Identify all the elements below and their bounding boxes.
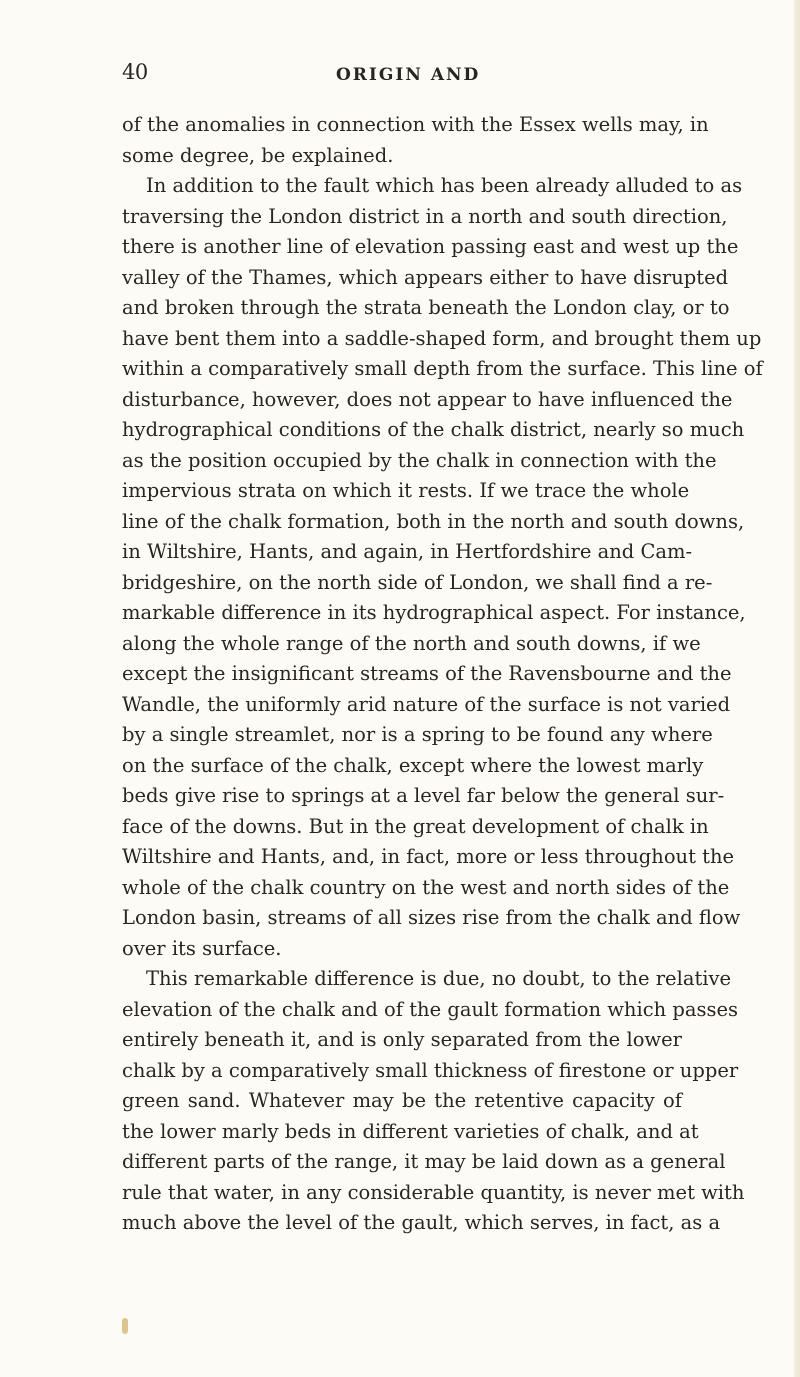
text-line: over its surface. bbox=[122, 936, 282, 960]
running-head: ORIGIN AND bbox=[336, 65, 481, 85]
text-line: have bent them into a saddle-shaped form, and brought them up bbox=[122, 326, 762, 350]
text-line: line of the chalk formation, both in the north and south downs, bbox=[122, 509, 745, 533]
text-line: markable difference in its hydrographical aspect. For instance, bbox=[122, 601, 746, 624]
text-line: different parts of the range, it may be laid down as a general bbox=[122, 1150, 726, 1173]
text-line: except the insignificant streams of the Ravensbourne and the bbox=[122, 662, 732, 685]
text-line: there is another line of elevation passing east and west up the bbox=[122, 235, 739, 258]
text-line: of the anomalies in connection with the Essex wells may, in bbox=[122, 113, 709, 136]
page-header bbox=[122, 60, 682, 90]
text-line: by a single streamlet, nor is a spring to be found any where bbox=[122, 723, 713, 746]
text-line: within a comparatively small depth from the surface. This line of bbox=[122, 357, 763, 380]
text-line: along the whole range of the north and south downs, if we bbox=[122, 631, 701, 655]
text-line: face of the downs. But in the great development of chalk in bbox=[122, 814, 709, 838]
text-line: disturbance, however, does not appear to have influenced the bbox=[122, 387, 733, 411]
text-line: and broken through the strata beneath the London clay, or to bbox=[122, 296, 730, 319]
body-text bbox=[122, 110, 763, 1239]
text-line: on the surface of the chalk, except where the lowest marly bbox=[122, 753, 704, 777]
text-line: valley of the Thames, which appears either to have disrupted bbox=[122, 265, 729, 289]
text-line: rule that water, in any considerable quantity, is never met with bbox=[122, 1180, 745, 1204]
page-number: 40 bbox=[122, 60, 148, 84]
text-line: hydrographical conditions of the chalk district, nearly so much bbox=[122, 418, 745, 441]
margin-stain bbox=[122, 1318, 128, 1334]
text-line: some degree, be explained. bbox=[122, 143, 394, 167]
text-line: London basin, streams of all sizes rise from the chalk and flow bbox=[122, 906, 741, 929]
text-line: Wiltshire and Hants, and, in fact, more or less throughout the bbox=[122, 845, 735, 868]
text-line: This remarkable difference is due, no doubt, to the relative bbox=[146, 967, 732, 990]
text-line: impervious strata on which it rests. If we trace the whole bbox=[122, 479, 690, 502]
text-line: in Wiltshire, Hants, and again, in Hertfordshire and Cam- bbox=[122, 540, 693, 563]
text-line: In addition to the fault which has been already alluded to as bbox=[146, 174, 743, 197]
text-line: entirely beneath it, and is only separated from the lower bbox=[122, 1028, 682, 1051]
text-line: green sand. Whatever may be the retentive capacity of bbox=[122, 1089, 682, 1112]
text-line: Wandle, the uniformly arid nature of the surface is not varied bbox=[122, 692, 731, 716]
text-line: whole of the chalk country on the west and north sides of the bbox=[122, 875, 730, 899]
text-line: chalk by a comparatively small thickness of firestone or upper bbox=[122, 1058, 739, 1082]
page-edge bbox=[794, 0, 800, 1377]
text-line: elevation of the chalk and of the gault formation which passes bbox=[122, 997, 739, 1021]
text-line: the lower marly beds in different varieties of chalk, and at bbox=[122, 1119, 699, 1143]
text-line: much above the level of the gault, which serves, in fact, as a bbox=[122, 1211, 721, 1234]
text-line: traversing the London district in a north and south direction, bbox=[122, 204, 728, 228]
text-line: bridgeshire, on the north side of London, we shall find a re- bbox=[122, 570, 713, 594]
text-line: beds give rise to springs at a level far below the general sur- bbox=[122, 784, 725, 807]
text-line: as the position occupied by the chalk in connection with the bbox=[122, 448, 717, 472]
